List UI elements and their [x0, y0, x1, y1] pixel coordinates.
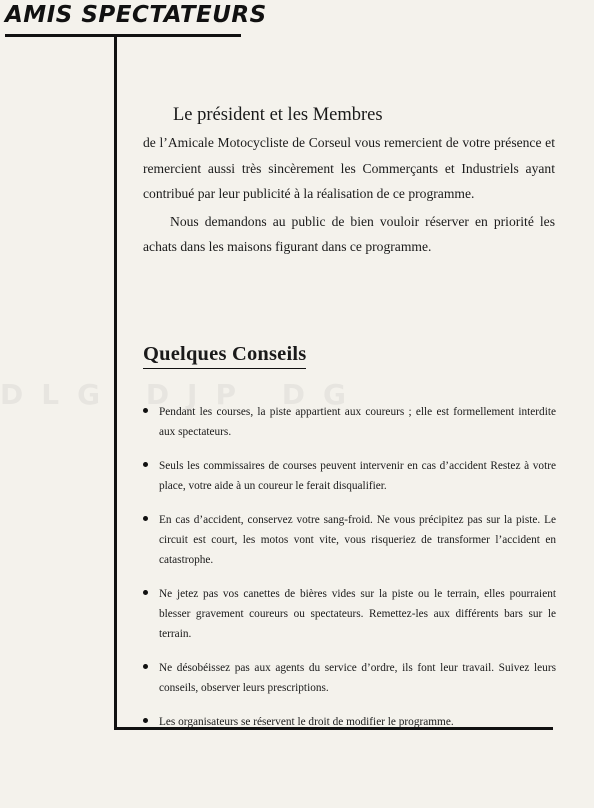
list-item-text: Les organisateurs se réservent le droit de modifier le programme. [159, 716, 454, 728]
section-title: Quelques Conseils [143, 343, 306, 369]
intro-section [143, 102, 555, 260]
list-item-text: Pendant les courses, la piste appartient aux coureurs ; elle est formellement interdite aux spectateurs. [159, 406, 556, 438]
list-item-text: Ne jetez pas vos canettes de bières vides sur la piste ou le terrain, elles pourraient blesser gravement coureurs ou spectateurs. Remettez-les aux différents bars sur le terrain. [159, 588, 556, 640]
list-item [143, 402, 556, 442]
intro-heading: Le président et les Membres [173, 105, 383, 125]
list-item [143, 712, 556, 732]
list-item [143, 584, 556, 644]
left-rule [114, 34, 117, 729]
list-item-text: Ne désobéissez pas aux agents du service d’ordre, ils font leur travail. Suivez leurs conseils, observer leurs prescriptions. [159, 662, 556, 694]
list-item [143, 658, 556, 698]
advice-list [143, 402, 556, 746]
banner-title: AMIS SPECTATEURS [5, 2, 267, 28]
bullet-icon [143, 408, 148, 413]
bullet-icon [143, 590, 148, 595]
list-item-text: Seuls les commissaires de courses peuvent intervenir en cas d’accident Restez à votre place, votre aide à un coureur le ferait disqualifier. [159, 460, 556, 492]
bullet-icon [143, 664, 148, 669]
bullet-icon [143, 462, 148, 467]
intro-paragraph-2: Nous demandons au public de bien vouloir réserver en priorité les achats dans les maisons figurant dans ce programme. [143, 213, 555, 254]
intro-paragraph-1: de l’Amicale Motocycliste de Corseul vous remercient de votre présence et remercient aussi très sincèrement les Commerçants et Industriels ayant contribué par leur publicité à la réalisation de ce programme. [143, 135, 555, 201]
bullet-icon [143, 718, 148, 723]
bullet-icon [143, 516, 148, 521]
list-item [143, 456, 556, 496]
banner [5, 0, 267, 37]
list-item [143, 510, 556, 570]
list-item-text: En cas d’accident, conservez votre sang-froid. Ne vous précipitez pas sur la piste. Le circuit est court, les motos vont vite, vous risqueriez de transformer l’accident en catastrophe. [159, 514, 556, 566]
watermark-text: DLG DJP DG [0, 378, 364, 411]
